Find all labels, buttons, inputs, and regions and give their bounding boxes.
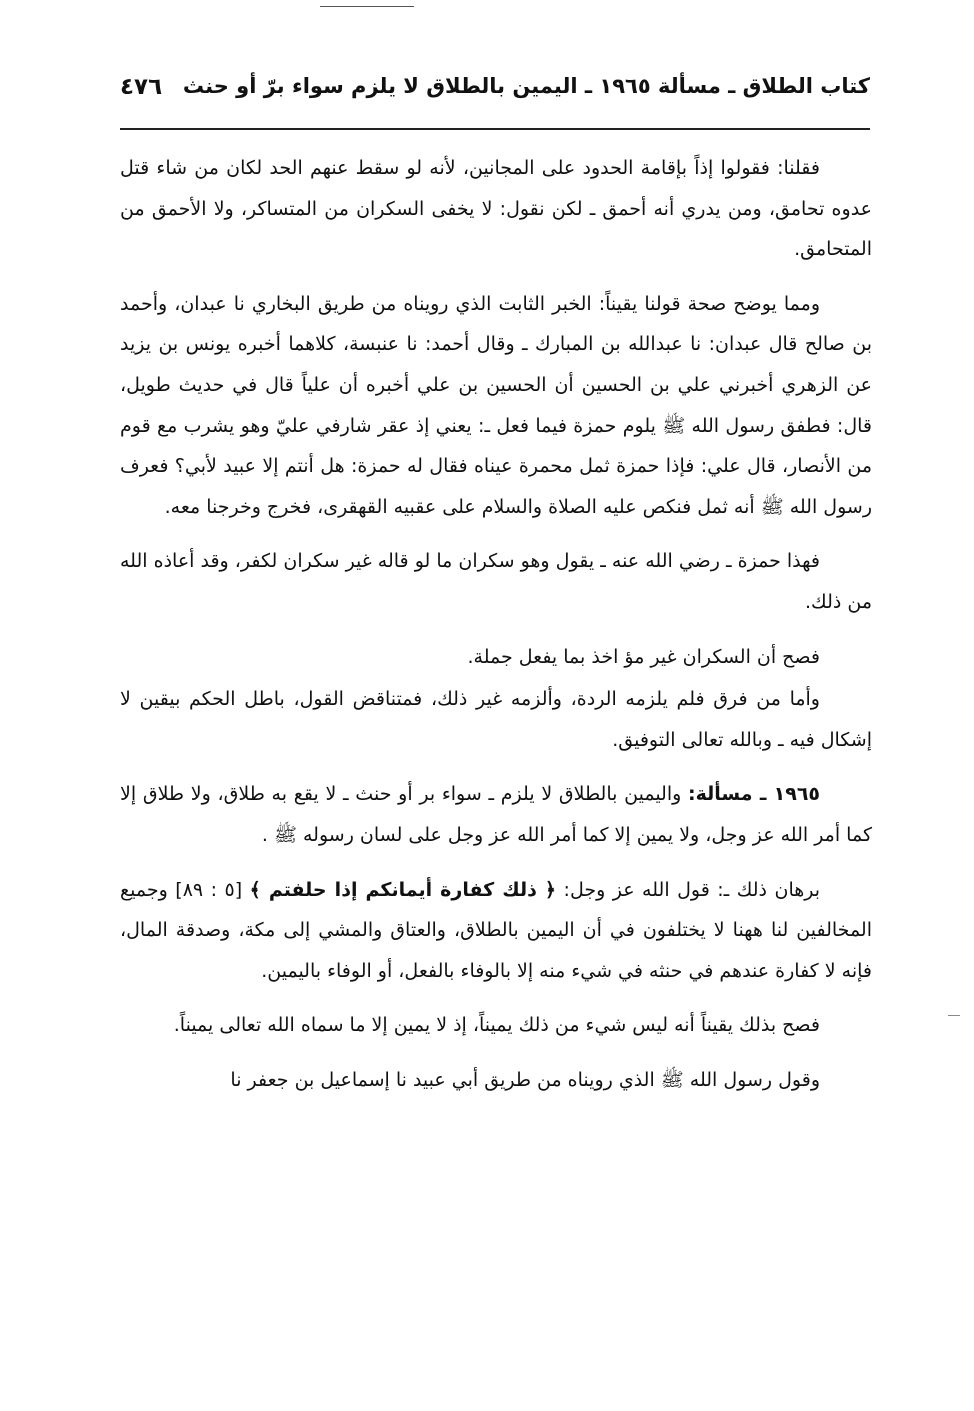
- margin-tick: [948, 1015, 960, 1016]
- paragraph-hadith-abu-ubayd: وقول رسول الله ﷺ الذي رويناه من طريق أبي عبيد نا إسماعيل بن جعفر نا: [230, 1068, 820, 1091]
- paragraph-hadith-hamza: ومما يوضح صحة قولنا يقيناً: الخبر الثابت الذي رويناه من طريق البخاري نا عبدان، وأحمد بن صالح قال عبدان: نا عبدالله بن المبارك ـ وقال أحمد: نا عنبسة، كلاهما أخبره يونس بن يزيد عن الزهري أخبرني علي بن الحسين أن الحسين بن علي أخبره أن علياً قال في حديث طويل، قال: فطفق رسول الله ﷺ يلوم حمزة فيما فعل ـ: يعني إذ عقر شارفي عليّ وهو يشرب مع قوم من الأنصار، قال علي: فإذا حمزة ثمل محمرة عيناه فقال له حمزة: هل أنتم إلا عبيد لأبي؟ فعرف رسول الله ﷺ أنه ثمل فنكص عليه الصلاة والسلام على عقبيه القهقرى، فخرج وخرجنا معه.: [120, 292, 872, 518]
- page-number: ٤٧٦: [120, 74, 163, 100]
- masala-label: ١٩٦٥ ـ مسألة:: [688, 783, 821, 806]
- verse-reference: [٥ : ٨٩]: [175, 878, 243, 901]
- paragraph-madmen: فقلنا: فقولوا إذاً بإقامة الحدود على المجانين، لأنه لو سقط عنهم الحد لكان من شاء قتل عدوه تحامق، ومن يدري أنه أحمق ـ لكن نقول: لا يخفى السكران من المتساكر، ولا الأحمق من المتحامق.: [120, 157, 872, 261]
- paragraph-no-oath: فصح بذلك يقيناً أنه ليس شيء من ذلك يميناً، إذ لا يمين إلا ما سماه الله تعالى يميناً.: [173, 1014, 820, 1037]
- masala-text: واليمين بالطلاق لا يلزم ـ سواء بر أو حنث ـ لا يقع به طلاق، ولا طلاق إلا كما أمر الله عز وجل، ولا يمين إلا كما أمر الله عز وجل على لسان رسوله ﷺ .: [120, 783, 872, 846]
- paragraph-conclusion-drunk: فصح أن السكران غير مؤ اخذ بما يفعل جملة.: [467, 645, 820, 668]
- paragraph-contradiction: وأما من فرق فلم يلزمه الردة، وألزمه غير ذلك، فمتناقض القول، باطل الحكم بيقين لا إشكال فيه ـ وبالله تعالى التوفيق.: [120, 688, 872, 751]
- quran-verse: ﴿ ذلك كفارة أيمانكم إذا حلفتم ﴾: [249, 878, 557, 901]
- masala-1965: [120, 774, 872, 855]
- paragraph-hamza-comment: فهذا حمزة ـ رضي الله عنه ـ يقول وهو سكران ما لو قاله غير سكران لكفر، وقد أعاذه الله من ذلك.: [120, 550, 872, 613]
- burhan-paragraph: [120, 870, 872, 992]
- page-body: [120, 148, 872, 1114]
- page-header: [120, 74, 870, 114]
- header-rule: [120, 128, 870, 130]
- burhan-lead: برهان ذلك ـ: قول الله عز وجل:: [563, 878, 821, 901]
- top-edge-rule: [320, 6, 414, 7]
- running-title: كتاب الطلاق ـ مسألة ١٩٦٥ ـ اليمين بالطلاق لا يلزم سواء برّ أو حنث: [182, 74, 870, 98]
- burhan-rest: وجميع المخالفين لنا ههنا لا يختلفون في أن اليمين بالطلاق، والعتاق والمشي إلى مكة، وصدقة المال، فإنه لا كفارة عندهم في حنثه في شيء منه إلا بالوفاء بالفعل، أو الوفاء باليمين.: [120, 878, 872, 982]
